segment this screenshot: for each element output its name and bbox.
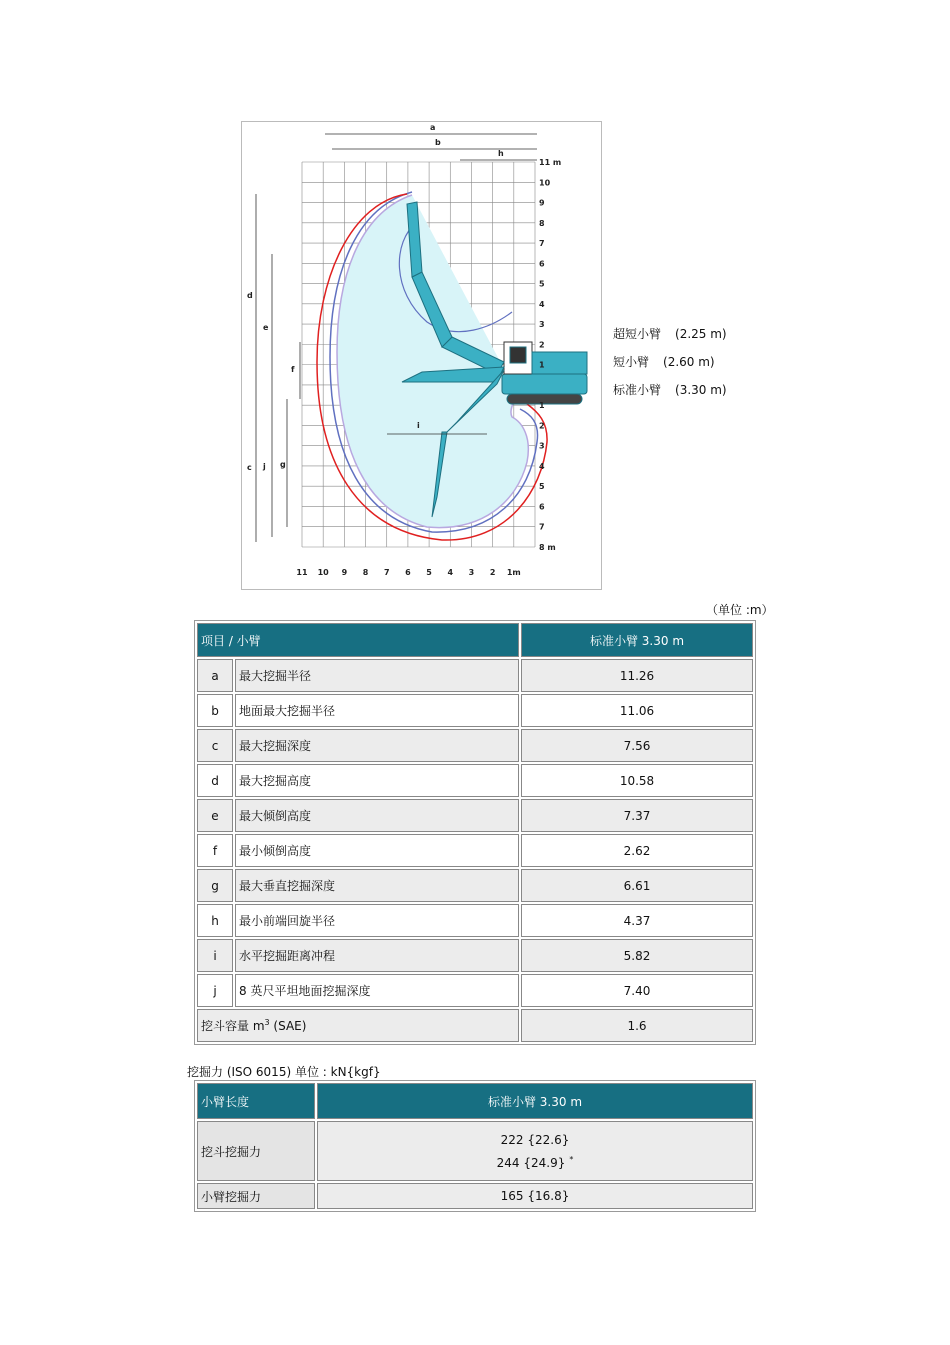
spec-name: 最大挖掘半径 [235,659,519,692]
y-tick-label: 3 [539,320,545,330]
dimension-label-e: e [263,323,269,332]
y-tick-label: 5 [539,482,545,492]
spec-row [197,799,753,832]
x-tick-label: 9 [341,568,348,577]
y-tick-label: 2 [539,340,545,350]
arm-force-row [197,1183,753,1209]
arm-force-value: 165 {16.8} [317,1183,753,1209]
spec-value: 2.62 [521,834,753,867]
force-header-value: 标准小臂 3.30 m [317,1083,753,1119]
dimension-label-d: d [247,291,253,300]
spec-code: b [197,694,233,727]
spec-name: 水平挖掘距离冲程 [235,939,519,972]
spec-name: 最小前端回旋半径 [235,904,519,937]
dimension-label-b: b [435,138,441,147]
spec-code: f [197,834,233,867]
spec-row [197,974,753,1007]
spec-code: j [197,974,233,1007]
unit-note: （单位 :m） [706,603,774,617]
spec-table [194,620,756,1045]
force-header-row [197,1083,753,1119]
bucket-capacity-row [197,1009,753,1042]
x-tick-label: 6 [405,568,411,577]
y-tick-label: 11 m [539,158,562,167]
spec-value: 10.58 [521,764,753,797]
spec-name: 最大垂直挖掘深度 [235,869,519,902]
spec-code: a [197,659,233,692]
digging-force-table [194,1080,756,1212]
bucket-force-row [197,1121,753,1181]
dimension-label-i: i [417,421,420,430]
spec-code: d [197,764,233,797]
arm-legend [613,320,727,404]
spec-code: c [197,729,233,762]
legend-item: 短小臂 (2.60 m) [613,355,715,369]
spec-row [197,869,753,902]
y-tick-label: 8 [539,218,545,228]
bucket-force-label: 挖斗挖掘力 [197,1121,315,1181]
y-tick-label: 10 [539,178,551,188]
spec-value: 11.06 [521,694,753,727]
bucket-capacity-value: 1.6 [521,1009,753,1042]
x-tick-label: 10 [317,568,329,577]
header-value: 标准小臂 3.30 m [521,623,753,657]
spec-value: 7.40 [521,974,753,1007]
y-tick-label: 8 m [539,543,556,552]
y-tick-label: 1 [539,360,545,370]
x-tick-label: 4 [447,568,454,577]
spec-value: 6.61 [521,869,753,902]
spec-name: 最大挖掘深度 [235,729,519,762]
y-tick-label: 2 [539,421,545,431]
spec-name: 最大挖掘高度 [235,764,519,797]
spec-name: 8 英尺平坦地面挖掘深度 [235,974,519,1007]
x-tick-label: 3 [468,568,475,577]
spec-name: 最大倾倒高度 [235,799,519,832]
working-range-diagram [241,121,602,590]
spec-value: 11.26 [521,659,753,692]
dimension-label-c: c [247,463,252,472]
digging-force-title: 挖掘力 (ISO 6015) 单位 : kN{kgf} [187,1065,381,1079]
spec-value: 7.37 [521,799,753,832]
spec-header-row [197,623,753,657]
force-header-item: 小臂长度 [197,1083,315,1119]
y-tick-label: 1 [539,401,545,411]
dimension-label-f: f [291,365,295,374]
x-tick-label: 5 [426,568,432,577]
spec-row [197,764,753,797]
dimension-label-g: g [280,460,286,469]
spec-row [197,834,753,867]
header-item: 项目 / 小臂 [197,623,519,657]
dimension-label-h: h [498,149,504,158]
bucket-capacity-label: 挖斗容量 $m^3$ (SAE) [197,1009,519,1042]
x-tick-label: 1m [506,568,521,577]
spec-row [197,729,753,762]
x-tick-label: 11 [296,568,308,577]
y-tick-label: 7 [539,239,545,249]
y-tick-label: 6 [539,502,545,512]
dimension-label-a: a [430,123,436,132]
spec-name: 地面最大挖掘半径 [235,694,519,727]
dimension-label-j: j [263,462,266,471]
y-tick-label: 6 [539,259,545,269]
spec-value: 7.56 [521,729,753,762]
y-tick-label: 9 [539,198,545,208]
y-tick-label: 3 [539,441,545,451]
x-tick-label: 2 [489,568,496,577]
spec-value: 5.82 [521,939,753,972]
diagram-svg [242,122,601,589]
spec-row [197,939,753,972]
bucket-force-value: 222 {22.6} 244 {24.9} * [317,1121,753,1181]
spec-code: i [197,939,233,972]
x-tick-label: 8 [362,568,369,577]
spec-code: g [197,869,233,902]
legend-item: 标准小臂 (3.30 m) [613,383,727,397]
y-tick-label: 5 [539,279,545,289]
spec-value: 4.37 [521,904,753,937]
legend-item: 超短小臂 (2.25 m) [613,327,727,341]
y-tick-label: 4 [539,461,545,471]
spec-row [197,659,753,692]
spec-row [197,904,753,937]
y-tick-label: 7 [539,522,545,532]
arm-force-label: 小臂挖掘力 [197,1183,315,1209]
spec-name: 最小倾倒高度 [235,834,519,867]
spec-code: e [197,799,233,832]
spec-code: h [197,904,233,937]
y-tick-label: 4 [539,299,545,309]
spec-row [197,694,753,727]
x-tick-label: 7 [383,568,390,577]
